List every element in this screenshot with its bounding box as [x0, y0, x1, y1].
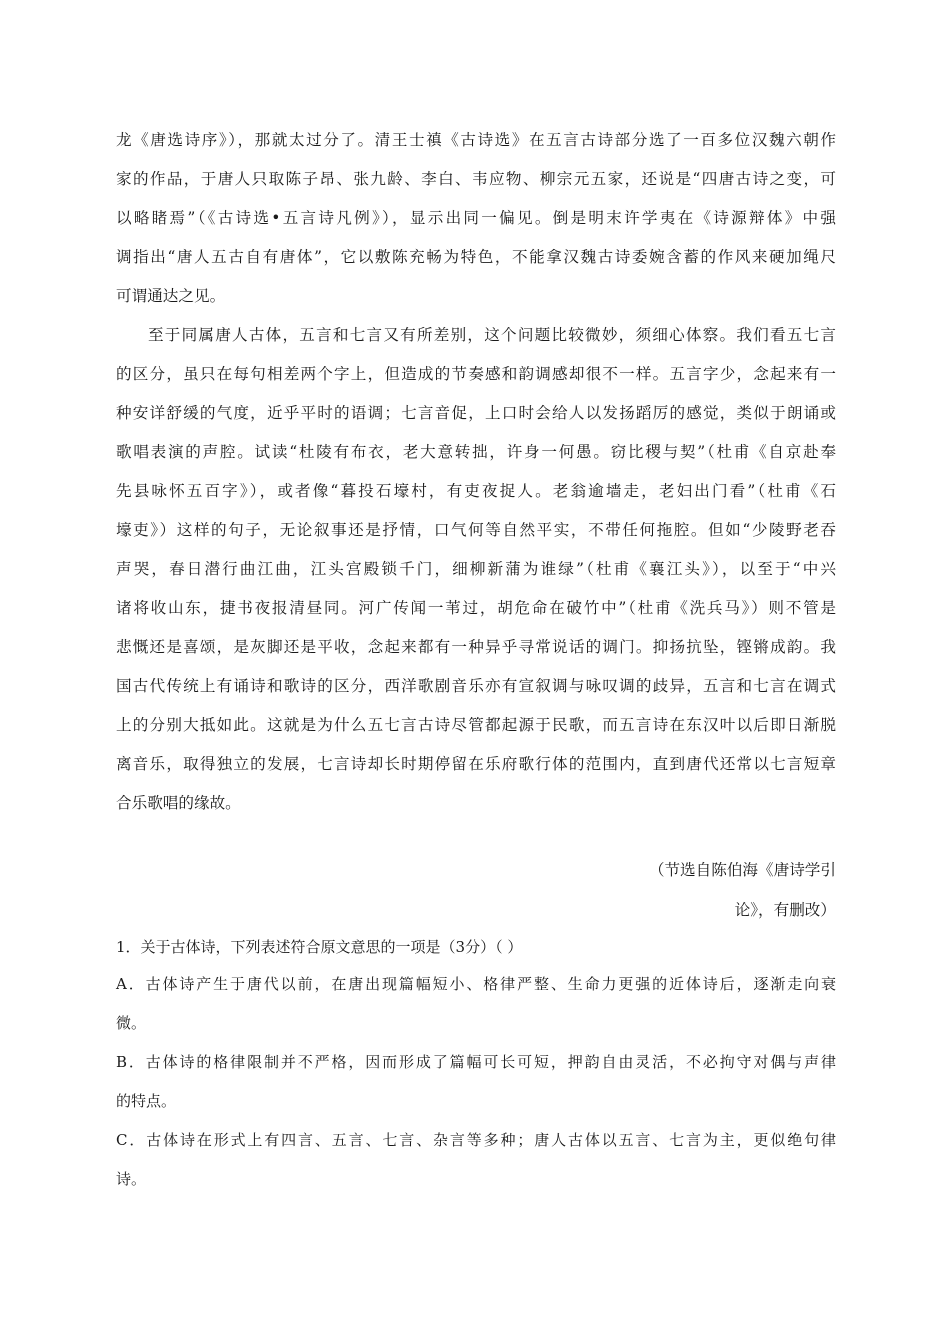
option-b-continuation: 的特点。 — [116, 1092, 177, 1110]
option-a-continuation: 微。 — [116, 1014, 147, 1032]
paragraph-2-line: 悲慨还是喜颂，是灰脚还是平收，念起来都有一种异乎寻常说话的调门。抑扬抗坠，铿锵成韵。我 — [116, 638, 836, 656]
paragraph-1-line: 以略睹焉”（《古诗选•五言诗凡例》），显示出同一偏见。倒是明末许学夷在《诗源辩体》中强 — [116, 209, 836, 227]
paragraph-1-line: 龙《唐选诗序》），那就太过分了。清王士禛《古诗选》在五言古诗部分选了一百多位汉魏六朝作 — [116, 131, 836, 149]
option-a: A．古体诗产生于唐代以前，在唐出现篇幅短小、格律严整、生命力更强的近体诗后，逐渐走向衰 — [116, 975, 836, 993]
paragraph-2-line: 上的分别大抵如此。这就是为什么五七言古诗尽管都起源于民歌，而五言诗在东汉叶以后即日渐脱 — [116, 716, 836, 734]
paragraph-2-line: 国古代传统上有诵诗和歌诗的区分，西洋歌剧音乐亦有宣叙调与咏叹调的歧异，五言和七言在调式 — [116, 677, 836, 695]
paragraph-1-line: 家的作品，于唐人只取陈子昂、张九龄、李白、韦应物、柳宗元五家，还说是“四唐古诗之变，可 — [116, 170, 836, 188]
paragraph-2-line: 的区分，虽只在每句相差两个字上，但造成的节奏感和韵调感却很不一样。五言字少，念起来有一 — [116, 365, 836, 383]
question-stem: 1．关于古体诗，下列表述符合原文意思的一项是（3分）（ ） — [116, 938, 523, 956]
paragraph-2-line: 歌唱表演的声腔。试读“杜陵有布衣，老大意转拙，许身一何愚。窃比稷与契”（杜甫《自京赴奉 — [116, 443, 836, 461]
paragraph-2-line: 至于同属唐人古体，五言和七言又有所差别，这个问题比较微妙，须细心体察。我们看五七言 — [148, 326, 836, 344]
paragraph-2-line: 种安详舒缓的气度，近乎平时的语调；七言音促，上口时会给人以发扬蹈厉的感觉，类似于朗诵或 — [116, 404, 836, 422]
source-citation: （节选自陈伯海《唐诗学引 — [648, 861, 836, 879]
paragraph-2-line: 声哭，春日潜行曲江曲，江头宫殿锁千门，细柳新蒲为谁绿”（杜甫《襄江头》），以至于“中兴 — [116, 560, 836, 578]
option-c-continuation: 诗。 — [116, 1170, 147, 1188]
paragraph-2-line: 先县咏怀五百字》），或者像“暮投石壕村，有吏夜捉人。老翁逾墙走，老妇出门看”（杜甫《石 — [116, 482, 836, 500]
paragraph-2-line: 离音乐，取得独立的发展，七言诗却长时期停留在乐府歌行体的范围内，直到唐代还常以七言短章 — [116, 755, 836, 773]
paragraph-2-line: 合乐歌唱的缘故。 — [116, 794, 241, 812]
source-citation: 论》，有删改） — [734, 901, 836, 919]
paragraph-2-line: 壕吏》）这样的句子，无论叙事还是抒情，口气何等自然平实，不带任何拖腔。但如“少陵野老吞 — [116, 521, 836, 539]
option-c: C．古体诗在形式上有四言、五言、七言、杂言等多种；唐人古体以五言、七言为主，更似绝句律 — [116, 1131, 836, 1149]
paragraph-1-line: 调指出“唐人五古自有唐体”，它以敷陈充畅为特色，不能拿汉魏古诗委婉含蓄的作风来硬加绳尺 — [116, 248, 836, 266]
paragraph-2-line: 诸将收山东，捷书夜报清昼同。河广传闻一苇过，胡危命在破竹中”（杜甫《洗兵马》）则不管是 — [116, 599, 836, 617]
option-b: B．古体诗的格律限制并不严格，因而形成了篇幅可长可短，押韵自由灵活，不必拘守对偶与声律 — [116, 1053, 836, 1071]
paragraph-1-line: 可谓通达之见。 — [116, 287, 226, 305]
